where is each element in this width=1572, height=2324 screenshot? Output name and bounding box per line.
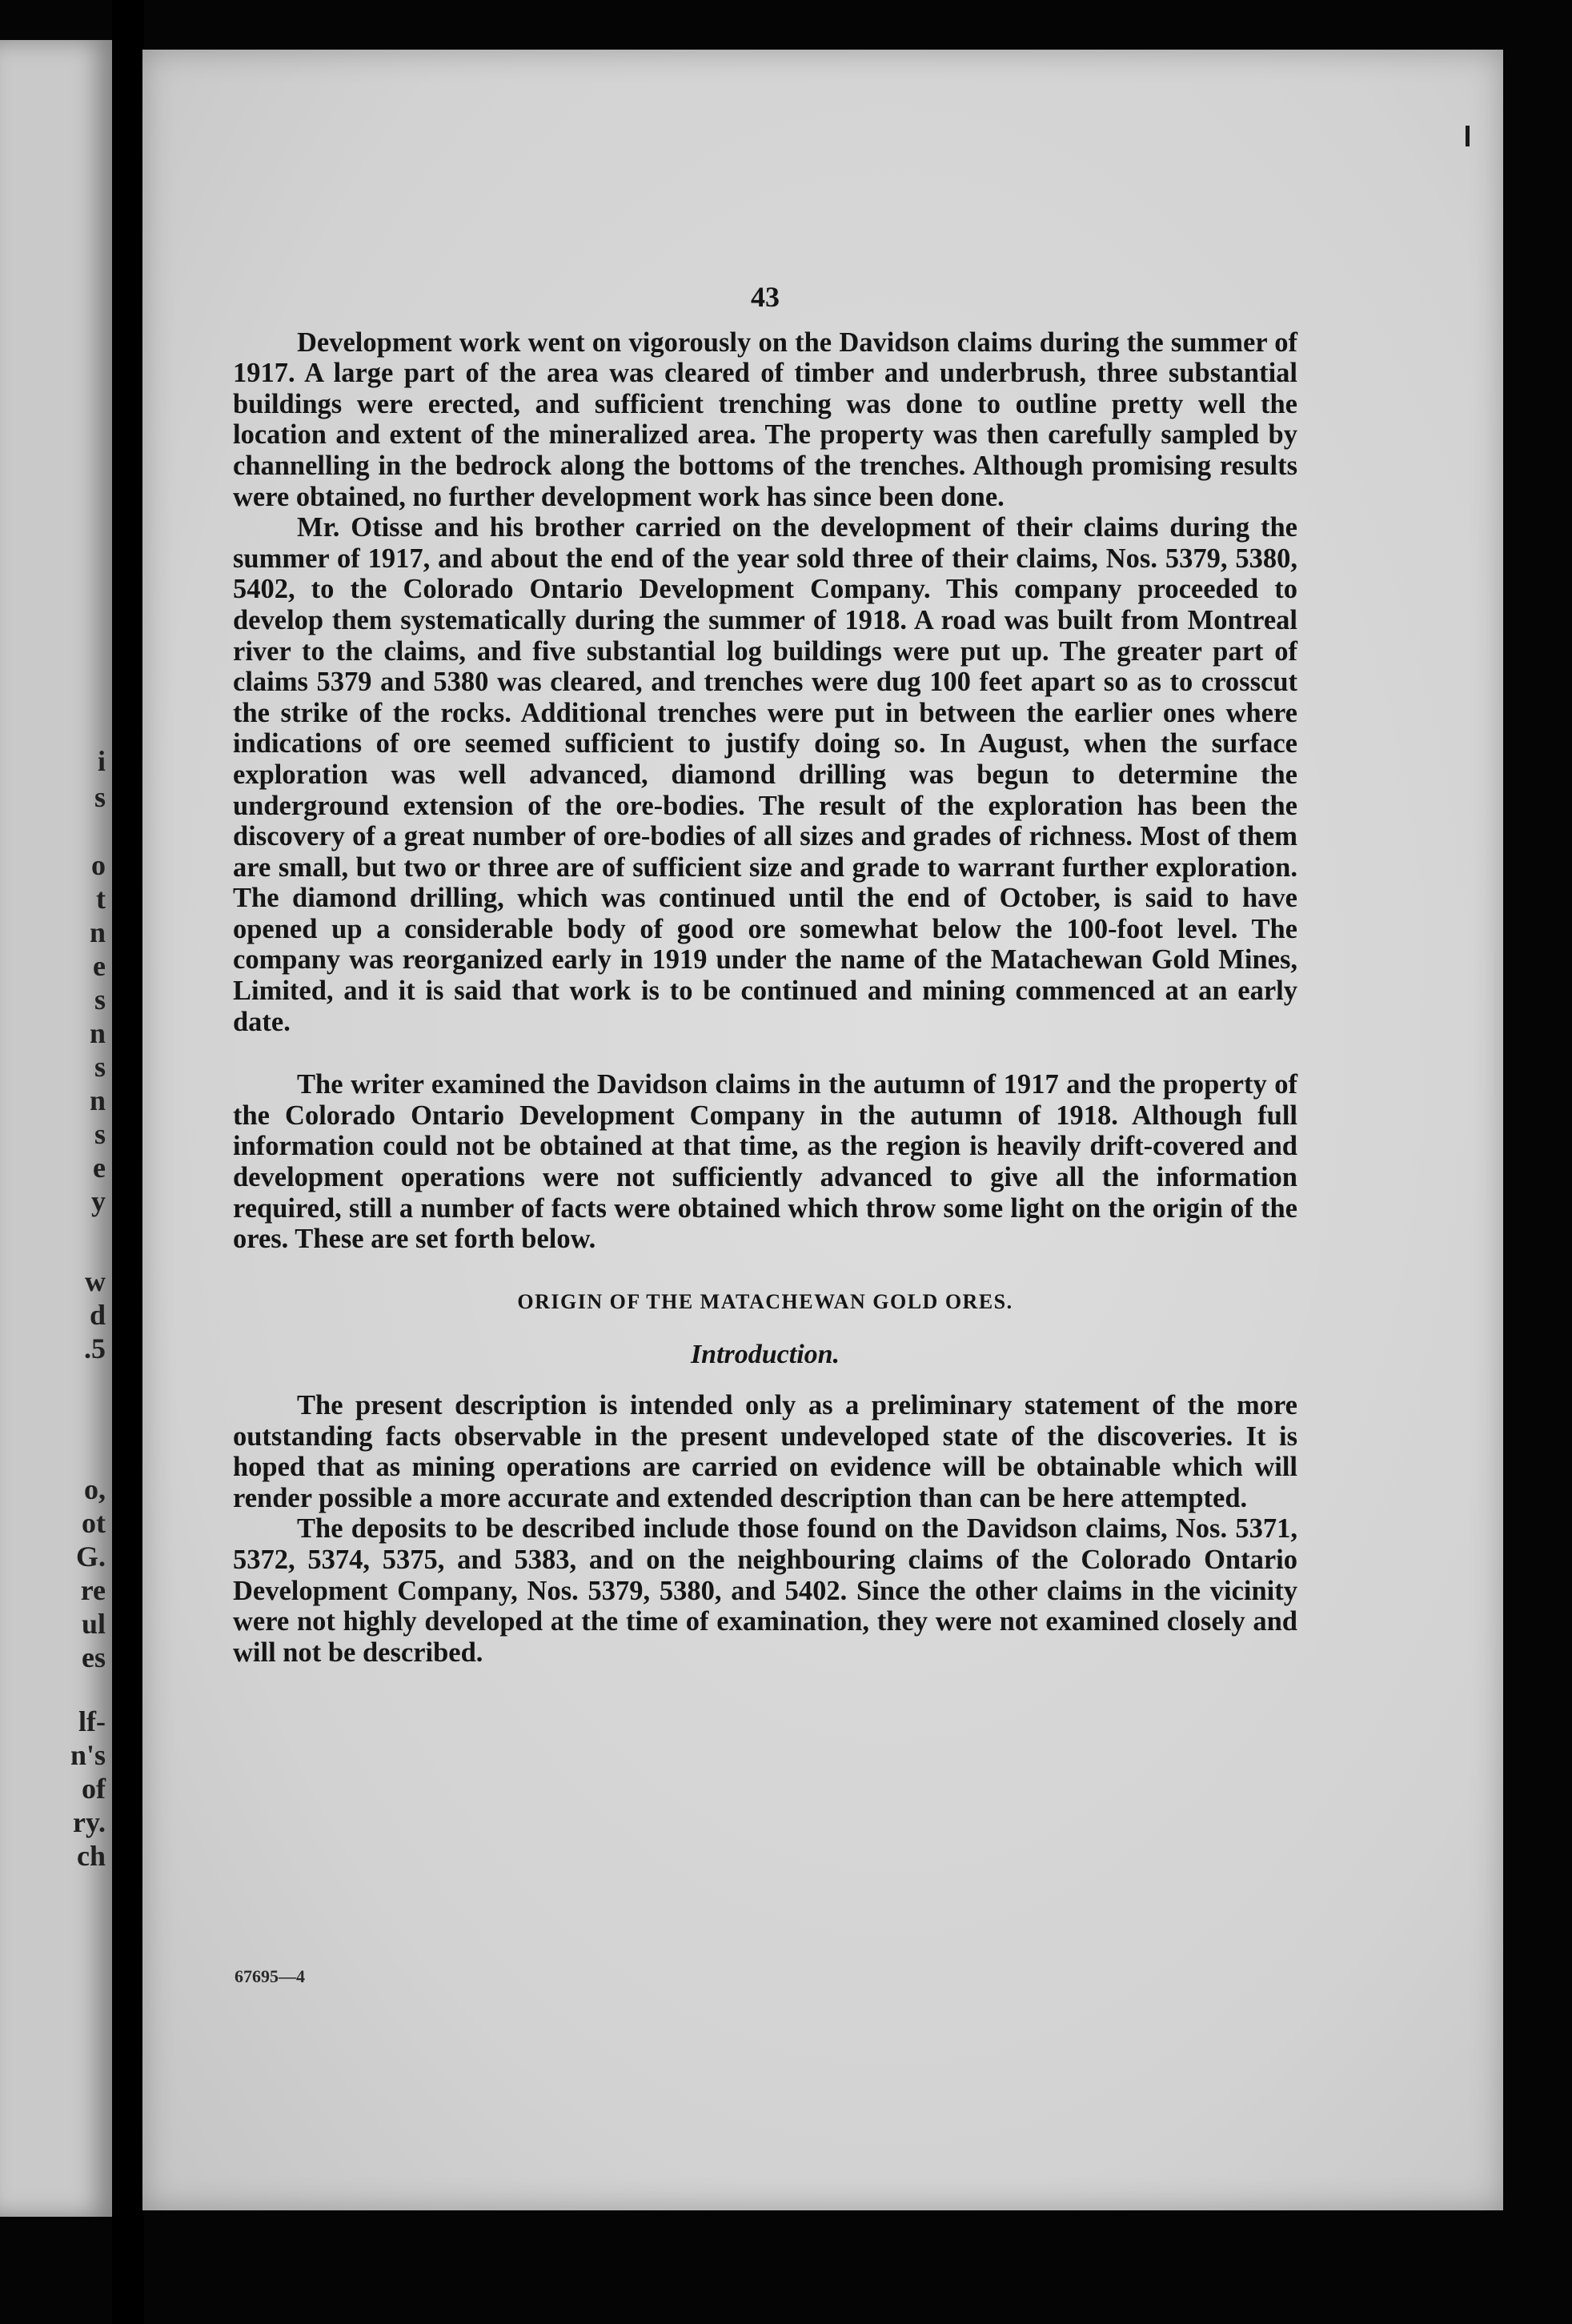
page-number: 43 xyxy=(751,281,780,313)
prev-page-fragment: w xyxy=(85,1265,106,1297)
scanned-page xyxy=(142,50,1503,2210)
prev-page-fragment: re xyxy=(80,1574,106,1606)
prev-page-fragment: ot xyxy=(82,1507,106,1539)
prev-page-fragment: G. xyxy=(75,1541,106,1573)
paragraph-davidson-development: Development work went on vigorously on the Davidson claims during the summer of 1917. A large part of the area was cleared of timber and underbrush, three substantial buildings were erected, and sufficient trenching was done to outline pretty well the location and extent of the mineralized area. The property was then carefully sampled by channelling in the bedrock along the bottoms of the trenches. Although promising results were obtained, no further development work has since been done. xyxy=(233,327,1297,512)
prev-page-fragment: i xyxy=(97,745,106,777)
prev-page-fragment: ry. xyxy=(73,1806,106,1838)
prev-page-fragment: e xyxy=(93,950,106,982)
prev-page-fragment: n xyxy=(89,916,106,948)
prev-page-fragment: es xyxy=(82,1641,106,1673)
prev-page-fragment: n xyxy=(89,1084,106,1116)
paragraph-otisse-development: Mr. Otisse and his brother carried on the development of their claims during the summer of 1917, and about the end of the year sold three of their claims, Nos. 5379, 5380, 5402, to the Colorado Ontario Development Company. This company proceeded to develop them systematically during the summer of 1918. A road was built from Montreal river to the claims, and five substantial log buildings were put up. The greater part of claims 5379 and 5380 was cleared, and trenches were dug 100 feet apart so as to crosscut the strike of the rocks. Additional trenches were put in between the earlier ones where indications of ore seemed sufficient to justify doing so. In August, when the surface exploration was well advanced, diamond drilling was begun to determine the underground extension of the ore-bodies. The result of the exploration has been the discovery of a great number of ore-bodies of all sizes and grades of richness. Most of them are small, but two or three are of sufficient size and grade to warrant further exploration. The diamond drilling, which was continued until the end of October, is said to have opened up a considerable body of good ore somewhat below the 100-foot level. The company was reorganized early in 1919 under the name of the Matachewan Gold Mines, Limited, and it is said that work is to be continued and mining commenced at an early date. xyxy=(233,512,1297,1037)
prev-page-fragment: s xyxy=(94,1051,106,1083)
prev-page-fragment: n's xyxy=(70,1739,106,1771)
page-scan-mark xyxy=(1466,126,1470,146)
section-heading: ORIGIN OF THE MATACHEWAN GOLD ORES. xyxy=(517,1289,1013,1313)
prev-page-fragment: s xyxy=(94,984,106,1016)
paragraph-intro-description: The present description is intended only as a preliminary statement of the more outstanding facts observable in the present undeveloped state of the discoveries. It is hoped that as mining operations are carried on evidence will be obtainable which will render possible a more accurate and extended description than can be here attempted. xyxy=(233,1390,1297,1513)
prev-page-fragment: t xyxy=(96,883,106,915)
prev-page-fragment: n xyxy=(89,1017,106,1049)
prev-page-fragment: lf- xyxy=(78,1705,106,1737)
section-subheading: Introduction. xyxy=(690,1340,840,1370)
prev-page-fragment: of xyxy=(82,1773,106,1805)
prev-page-fragment: e xyxy=(93,1152,106,1184)
paragraph-intro-deposits: The deposits to be described include those found on the Davidson claims, Nos. 5371, 5372, 5374, 5375, and 5383, and on the neighbouring claims of the Colorado Ontario Development Company, Nos. 5379, 5380, and 5402. Since the other claims in the vicinity were not highly developed at the time of examination, they were not examined closely and will not be described. xyxy=(233,1513,1297,1668)
printer-code: 67695—4 xyxy=(235,1966,305,1986)
prev-page-fragment: o xyxy=(91,849,106,881)
prev-page-fragment: .5 xyxy=(84,1332,106,1364)
prev-page-fragment: ch xyxy=(77,1840,106,1872)
book-gutter xyxy=(112,0,144,2324)
prev-page-fragment: o, xyxy=(84,1473,106,1505)
previous-page-edge xyxy=(0,40,112,2217)
page-content xyxy=(233,282,1297,1668)
prev-page-fragment: d xyxy=(89,1299,106,1331)
prev-page-fragment: s xyxy=(94,1118,106,1150)
prev-page-fragment: y xyxy=(91,1185,106,1217)
prev-page-fragment: s xyxy=(94,781,106,813)
prev-page-fragment: ul xyxy=(81,1608,106,1640)
paragraph-writer-examination: The writer examined the Davidson claims in the autumn of 1917 and the property of the Colorado Ontario Development Company in the autumn of 1918. Although full information could not be obtained at that time, as the region is heavily drift-covered and development operations were not sufficiently advanced to give all the information required, still a number of facts were obtained which throw some light on the origin of the ores. These are set forth below. xyxy=(233,1069,1297,1255)
